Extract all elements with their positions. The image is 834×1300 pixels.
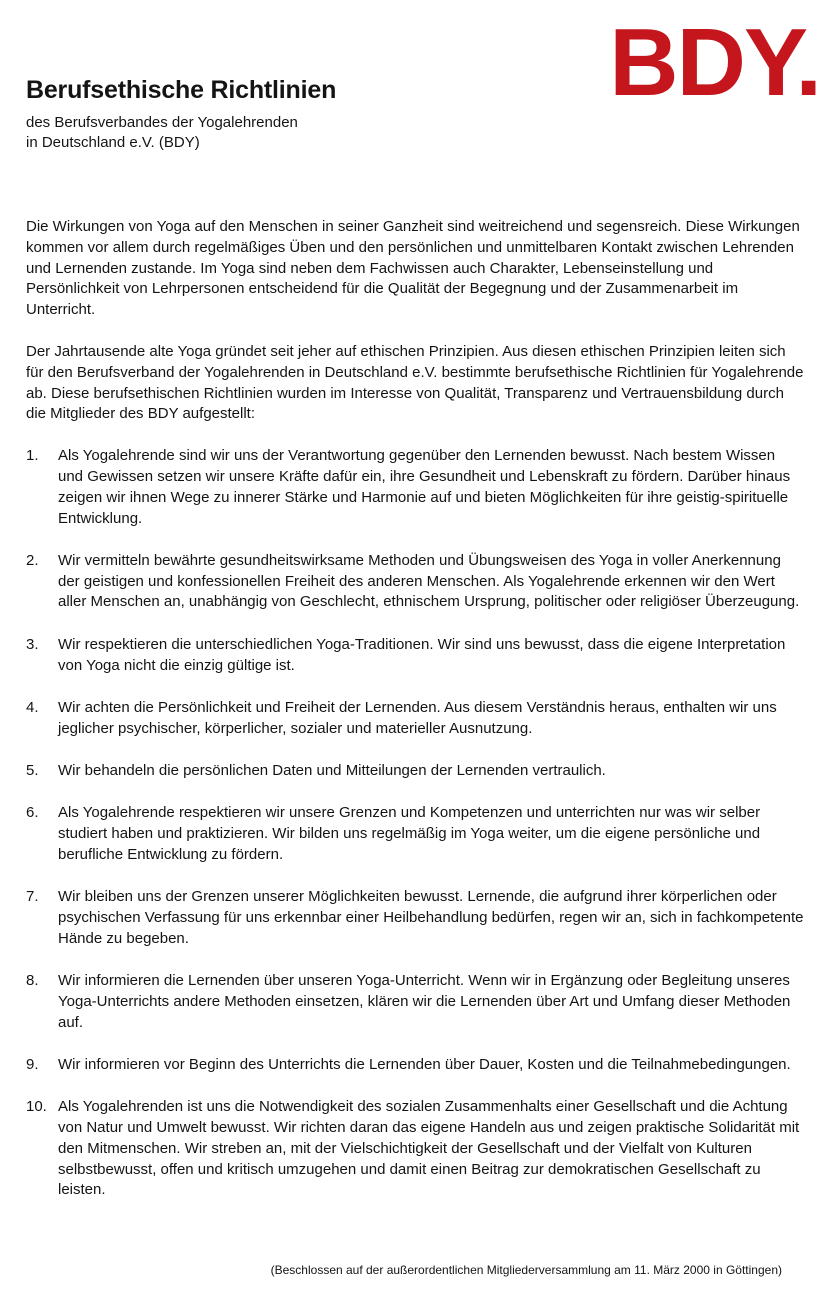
intro-paragraph-1: Die Wirkungen von Yoga auf den Menschen in seiner Ganzheit sind weitreichend und segensreich. Diese Wirkungen kommen vor allem durch regelmäßiges Üben und den persönlichen und unmittelbaren Kontakt zwischen Lehrenden und Lernenden zustande. Im Yoga sind neben dem Fachwissen auch Charakter, Lebenseinstellung und Persönlichkeit von Lehrpersonen entscheidend für die Qualität der Begegnung und der Zusammenarbeit im Unterricht. [26,218,800,319]
principle-item [26,635,804,677]
principle-item [26,1097,804,1201]
principle-number: 6. [26,804,39,822]
principle-item [26,446,804,529]
principle-number: 1. [26,447,39,465]
principle-item [26,1055,804,1076]
bdy-logo: BDY. [609,9,820,116]
principle-number: 2. [26,551,39,569]
principle-text: Als Yogalehrende respektieren wir unsere Grenzen und Kompetenzen und unterrichten nur was wir selber studiert haben und praktizieren. Wir bilden uns regelmäßig im Yoga weiter, um die eigene persönliche und berufliche Entwicklung zu fördern. [58,804,761,863]
document-title: Berufsethische Richtlinien [26,76,337,104]
principle-number: 3. [26,635,39,653]
principle-text: Wir vermitteln bewährte gesundheitswirksame Methoden und Übungsweisen des Yoga in voller Anerkennung der geistigen und konfessionellen Freiheit des anderen Menschen. Als Yogalehrende erkennen wir den Wert aller Menschen an, unabhängig von Geschlecht, ethnischem Ursprung, politischer oder religiöser Überzeugung. [58,551,800,611]
principle-number: 10. [26,1098,47,1116]
principle-item [26,971,804,1033]
principle-item [26,698,804,740]
principle-text: Wir achten die Persönlichkeit und Freiheit der Lernenden. Aus diesem Verständnis heraus, enthalten wir uns jeglicher psychischer, körperlicher, sozialer und materieller Ausnutzung. [58,698,777,737]
resolution-note: (Beschlossen auf der außerordentlichen Mitgliederversammlung am 11. März 2000 in Göttingen) [270,1263,782,1277]
principle-number: 7. [26,888,39,906]
principle-number: 5. [26,761,39,779]
intro-paragraph-2: Der Jahrtausende alte Yoga gründet seit jeher auf ethischen Prinzipien. Aus diesen ethischen Prinzipien leiten sich für den Berufsverband der Yogalehrenden in Deutschland e.V. bestimmte berufsethische Richtlinien für Yogalehrende ab. Diese berufsethischen Richtlinien wurden im Interesse von Qualität, Transparenz und Vertrauensbildung durch die Mitglieder des BDY aufgestellt: [26,342,804,423]
document-subtitle [26,113,426,153]
principle-number: 9. [26,1055,39,1073]
principle-item [26,803,804,865]
principle-text: Wir behandeln die persönlichen Daten und Mitteilungen der Lernenden vertraulich. [58,761,606,779]
principle-text: Als Yogalehrende sind wir uns der Verantwortung gegenüber den Lernenden bewusst. Nach bestem Wissen und Gewissen setzen wir unsere Kräfte dafür ein, ihre Gesundheit und Lebenskraft zu fördern. Darüber hinaus zeigen wir ihnen Wege zu innerer Stärke und Harmonie auf und bieten Möglichkeiten für ihre geistig-spirituelle Entwicklung. [58,447,791,527]
principle-text: Wir informieren die Lernenden über unseren Yoga-Unterricht. Wenn wir in Ergänzung oder Begleitung unseres Yoga-Unterrichts andere Methoden einsetzen, klären wir die Lernenden über Art und Umfang dieser Methoden auf. [58,972,791,1031]
subtitle-line-2: in Deutschland e.V. (BDY) [26,134,200,151]
principle-text: Als Yogalehrenden ist uns die Notwendigkeit des sozialen Zusammenhalts einer Gesellschaft und die Achtung von Natur und Umwelt bewusst. Wir richten daran das eigene Handeln aus und zeigen praktische Solidarität mit den Mitmenschen. Wir streben an, mit der Vielschichtigkeit der Gesellschaft und der Vielfalt von Kulturen selbstbewusst, offen und kritisch umzugehen und damit einen Beitrag zur demokratischen Gesellschaft zu leisten. [58,1098,800,1199]
principle-text: Wir informieren vor Beginn des Unterrichts die Lernenden über Dauer, Kosten und die Teilnahmebedingungen. [58,1055,791,1073]
subtitle-line-1: des Berufsverbandes der Yogalehrenden [26,114,298,131]
principle-item [26,551,804,613]
principles-list [26,446,804,1201]
document-body [26,217,804,1223]
principle-text: Wir bleiben uns der Grenzen unserer Möglichkeiten bewusst. Lernende, die aufgrund ihrer körperlichen oder psychischen Verfassung für uns erkennbar einer Heilbehandlung bedürfen, regen wir an, sich in fachkompetente Hände zu begeben. [58,888,804,947]
principle-item [26,761,804,782]
principle-item [26,887,804,949]
principle-number: 4. [26,698,39,716]
principle-number: 8. [26,972,39,990]
principle-text: Wir respektieren die unterschiedlichen Yoga-Traditionen. Wir sind uns bewusst, dass die eigene Interpretation von Yoga nicht die einzig gültige ist. [58,635,786,674]
